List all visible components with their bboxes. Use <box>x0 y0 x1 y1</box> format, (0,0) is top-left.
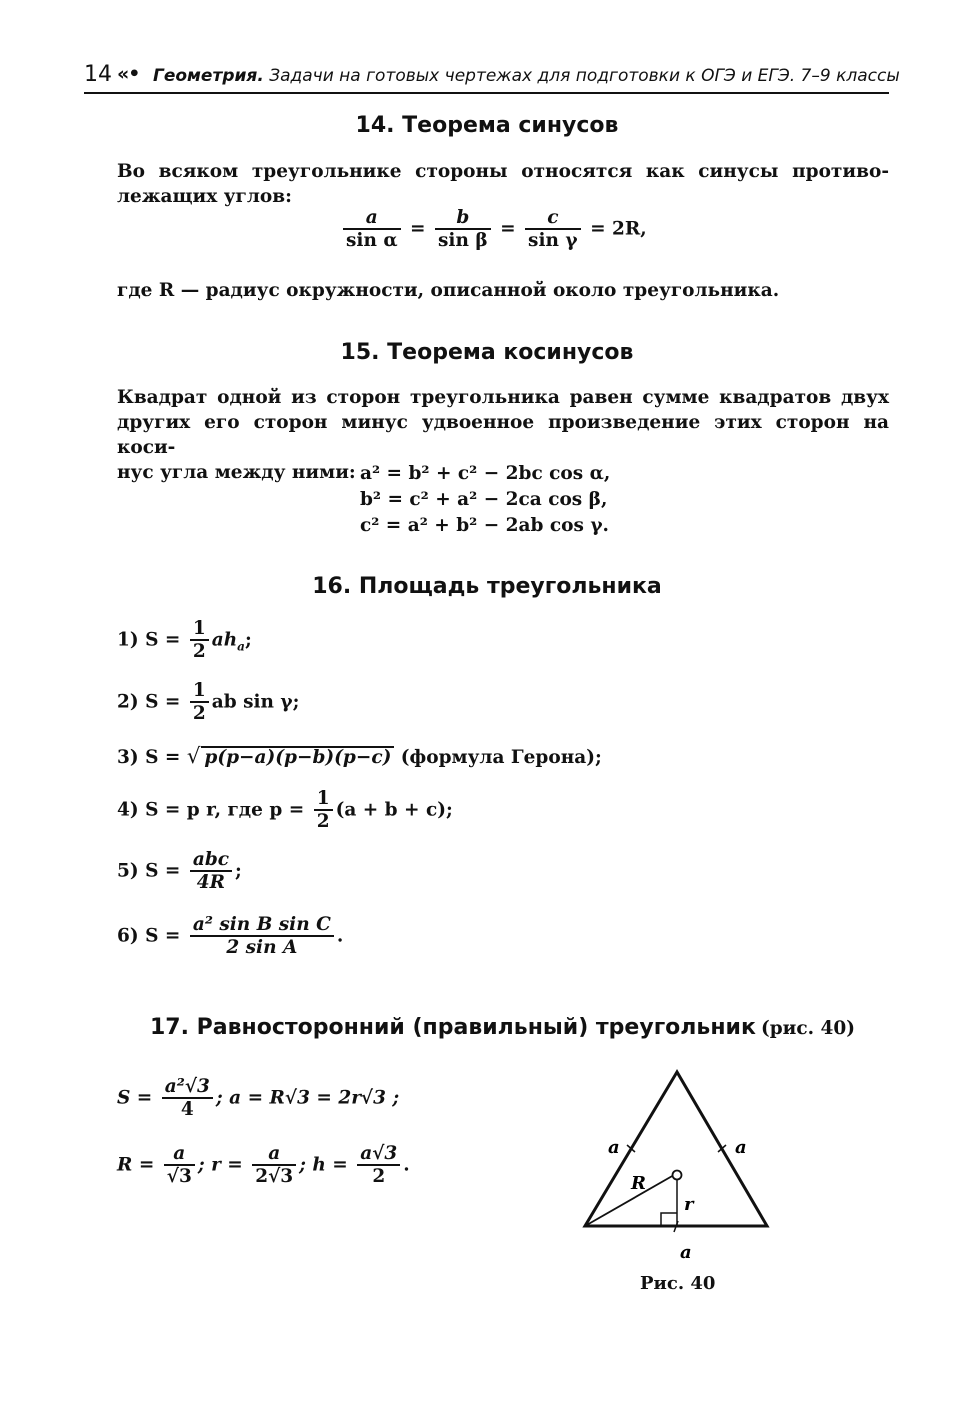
denominator: sin γ <box>528 230 578 252</box>
fraction <box>162 1076 213 1121</box>
formula-body: ah <box>211 629 238 651</box>
section-14-note: где R — радиус окружности, описанной около треугольника. <box>117 280 780 301</box>
denominator: 4R <box>196 872 226 894</box>
fraction <box>314 788 333 833</box>
formula-separator: ; h = <box>299 1154 348 1176</box>
fraction <box>190 914 334 959</box>
cosine-formula-b: b² = c² + a² − 2ca cos β, <box>360 489 608 510</box>
figure-caption: Рис. 40 <box>640 1273 716 1294</box>
fraction <box>190 680 209 725</box>
radical-icon: √ <box>186 744 201 769</box>
equilateral-triangle-figure <box>560 1060 800 1270</box>
text-line: нус угла между ними: <box>117 462 356 483</box>
section-17-heading <box>150 1015 855 1040</box>
formula-label: 4) S = p r, где p = <box>117 799 305 821</box>
cosine-formula-a: a² = b² + c² − 2bc cos α, <box>360 463 611 484</box>
section-17-title: 17. Равносторонний (правильный) треугольник <box>150 1015 756 1040</box>
denominator: sin α <box>346 230 398 252</box>
period: . <box>336 925 344 947</box>
area-formula-1 <box>117 618 252 663</box>
text-line: Во всяком треугольнике стороны относятся как синусы противо- <box>117 161 889 182</box>
book-subtitle: Задачи на готовых чертежах для подготовки к ОГЭ и ЕГЭ. 7–9 классы <box>269 66 900 86</box>
center-point <box>673 1171 682 1180</box>
denominator: 2 <box>192 641 206 663</box>
semicolon: ; <box>244 629 252 651</box>
label-a-left: a <box>608 1137 620 1158</box>
numerator: 1 <box>190 618 209 641</box>
subscript: a <box>237 639 245 654</box>
equals: = <box>410 218 426 240</box>
formula-label: 6) S = <box>117 925 181 947</box>
denominator: 2√3 <box>255 1166 294 1188</box>
formula-label: 5) S = <box>117 860 181 882</box>
equals-2r: = 2R, <box>590 218 647 240</box>
text-line: других его сторон минус удвоенное произведение этих сторон на коси- <box>117 412 889 458</box>
formula-label: 3) S = <box>117 747 181 768</box>
denominator: 2 <box>192 703 206 725</box>
denominator: √3 <box>166 1166 192 1188</box>
formula-label: 1) S = <box>117 629 181 651</box>
area-formula-2 <box>117 680 299 725</box>
equilateral-formula-1 <box>117 1076 399 1121</box>
label-r: r <box>684 1194 694 1215</box>
numerator: a <box>164 1143 195 1166</box>
formula-label: 2) S = <box>117 691 181 713</box>
fraction <box>343 207 401 252</box>
page-number: 14 <box>84 62 112 87</box>
fraction <box>252 1143 296 1188</box>
numerator: 1 <box>314 788 333 811</box>
formula-body: ; a = R√3 = 2r√3 ; <box>215 1087 400 1109</box>
sine-rule-formula <box>340 207 647 252</box>
formula-separator: ; r = <box>197 1154 243 1176</box>
section-15-title: 15. Теорема косинусов <box>340 340 634 365</box>
area-formula-3 <box>117 744 602 769</box>
cosine-formulas <box>360 461 610 539</box>
denominator: sin β <box>438 230 488 252</box>
numerator: a <box>343 207 401 230</box>
equilateral-formula-2 <box>117 1143 410 1188</box>
area-formula-6 <box>117 914 343 959</box>
label-a-right: a <box>735 1137 747 1158</box>
semicolon: ; <box>235 860 242 882</box>
period: . <box>403 1154 410 1176</box>
radicand: p(p−a)(p−b)(p−c) <box>201 746 394 768</box>
numerator: b <box>435 207 491 230</box>
figure-reference: (рис. 40) <box>760 1018 856 1039</box>
numerator: a <box>252 1143 296 1166</box>
formula-body: ab sin γ; <box>211 691 300 713</box>
label-R: R <box>631 1173 646 1194</box>
numerator: a² sin B sin C <box>190 914 334 937</box>
text-line: Квадрат одной из сторон треугольника равен сумме квадратов двух <box>117 387 889 408</box>
cosine-formula-c: c² = a² + b² − 2ab cos γ. <box>360 515 609 536</box>
header-rule <box>84 92 889 94</box>
formula-body: (a + b + c); <box>335 799 453 821</box>
label-a-bottom: a <box>680 1242 692 1263</box>
numerator: a²√3 <box>162 1076 213 1099</box>
section-16-title: 16. Площадь треугольника <box>312 574 662 599</box>
formula-label: S = <box>117 1087 153 1109</box>
numerator: abc <box>190 849 232 872</box>
denominator: 2 <box>372 1166 386 1188</box>
fraction <box>190 849 232 894</box>
formula-label: R = <box>117 1154 155 1176</box>
denominator: 2 <box>316 811 330 833</box>
text-line: лежащих углов: <box>117 186 292 207</box>
formula-note: (формула Герона); <box>400 747 602 768</box>
denominator: 2 sin A <box>226 937 298 959</box>
header-mark: «• <box>117 63 140 85</box>
numerator: a√3 <box>357 1143 400 1166</box>
right-angle-mark <box>661 1213 677 1226</box>
section-14-text <box>117 159 889 209</box>
fraction <box>525 207 581 252</box>
running-header <box>153 66 900 86</box>
fraction <box>357 1143 400 1188</box>
fraction <box>190 618 209 663</box>
numerator: 1 <box>190 680 209 703</box>
fraction <box>164 1143 195 1188</box>
section-14-title: 14. Теорема синусов <box>355 113 619 138</box>
book-title: Геометрия. <box>153 66 264 86</box>
area-formula-4 <box>117 788 453 833</box>
area-formula-5 <box>117 849 242 894</box>
fraction <box>435 207 491 252</box>
equals: = <box>500 218 516 240</box>
numerator: c <box>525 207 581 230</box>
denominator: 4 <box>180 1099 194 1121</box>
